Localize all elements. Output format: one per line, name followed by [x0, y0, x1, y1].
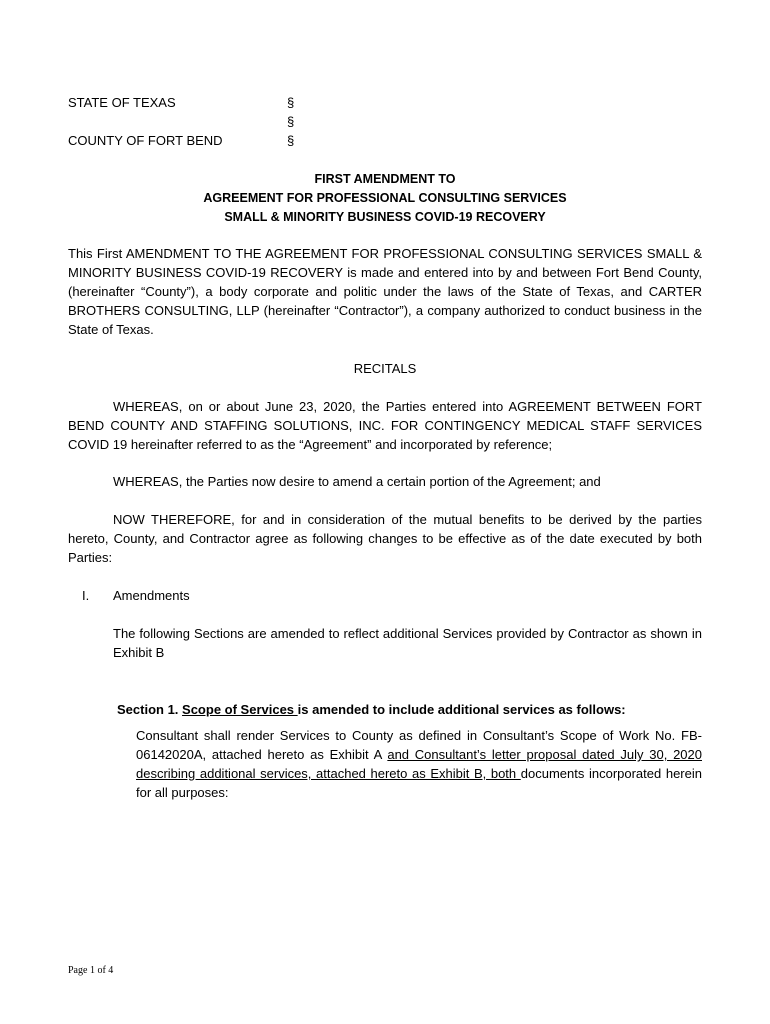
caption-state: STATE OF TEXAS — [68, 95, 176, 110]
section-1-body — [136, 726, 702, 802]
section-1-prefix: Section 1. — [117, 702, 183, 717]
section-symbol-1: § — [287, 95, 295, 110]
title-line-2: AGREEMENT FOR PROFESSIONAL CONSULTING SERVICES — [203, 191, 567, 205]
section-1-heading — [117, 700, 626, 719]
recitals-heading: RECITALS — [353, 361, 417, 376]
section-symbol-3: § — [287, 133, 295, 148]
whereas-paragraph-1: WHEREAS, on or about June 23, 2020, the Parties entered into AGREEMENT BETWEEN FORT BEND COUNTY AND STAFFING SOLUTIONS, INC. FOR CONTINGENCY MEDICAL STAFF SERVICES COVID 19 hereinafter referred to as the “Agreement” and incorporated by reference; — [68, 399, 702, 452]
now-therefore-paragraph: NOW THEREFORE, for and in consideration of the mutual benefits to be derived by the parties hereto, County, and Contractor agree as following changes to be effective as of the date executed by both Parties: — [68, 512, 702, 565]
amendments-intro: The following Sections are amended to reflect additional Services provided by Contractor as shown in Exhibit B — [113, 626, 702, 660]
intro-paragraph: This First AMENDMENT TO THE AGREEMENT FOR PROFESSIONAL CONSULTING SERVICES SMALL & MINORITY BUSINESS COVID-19 RECOVERY is made and entered into by and between Fort Bend County, (hereinafter “County”), a body corporate and politic under the laws of the State of Texas, and CARTER BROTHERS CONSULTING, LLP (hereinafter “Contractor”), a company authorized to conduct business in the State of Texas. — [68, 246, 702, 337]
title-line-1: FIRST AMENDMENT TO — [314, 172, 456, 186]
amendments-heading: Amendments — [113, 588, 190, 603]
document-title — [0, 170, 770, 227]
page-number: Page 1 of 4 — [68, 965, 114, 976]
title-line-3: SMALL & MINORITY BUSINESS COVID-19 RECOVERY — [224, 210, 546, 224]
section-1-title: Scope of Services — [182, 702, 298, 717]
amendments-number: I. — [82, 588, 90, 603]
whereas-paragraph-2: WHEREAS, the Parties now desire to amend a certain portion of the Agreement; and — [113, 474, 601, 489]
section-1-body-start: Consultant shall render Services to County as defined in Consultant’s Scope of Work No. FB-06142020A, attached hereto as Exhibit A — [136, 728, 702, 762]
section-symbol-2: § — [287, 114, 295, 129]
section-1-suffix: is amended to include additional services as follows: — [297, 702, 626, 717]
section-1-body-underlined: and Consultant’s letter proposal dated July 30, 2020 describing additional services, attached hereto as Exhibit B, both — [136, 747, 702, 781]
caption-county: COUNTY OF FORT BEND — [68, 133, 223, 148]
section-1-body-end: documents incorporated herein for all purposes: — [136, 766, 702, 800]
